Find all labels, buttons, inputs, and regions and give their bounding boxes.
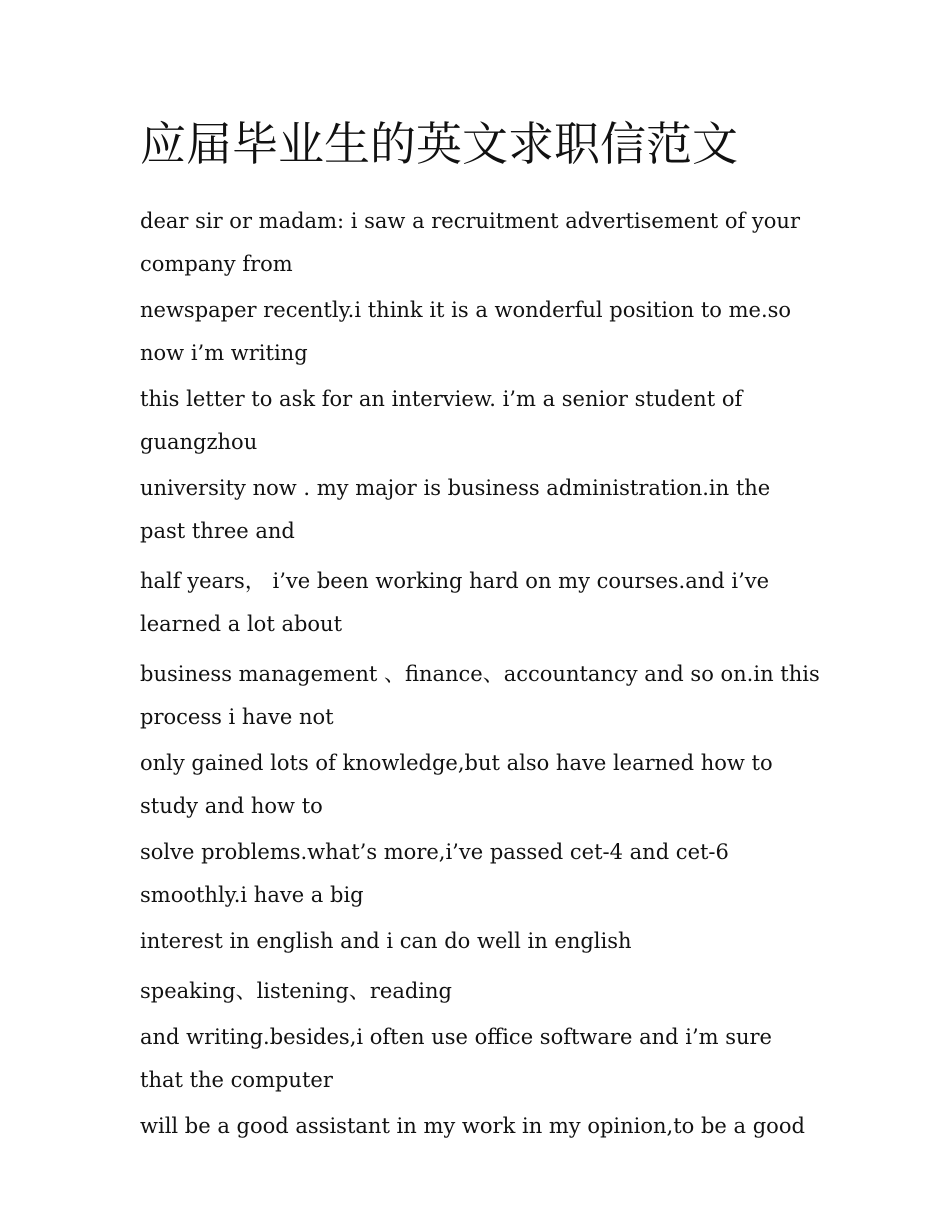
body-paragraph-7: only gained lots of knowledge,but also have learned how to study and how to bbox=[140, 751, 780, 818]
body-paragraph-5: half years， i’ve been working hard on my courses.and i’ve learned a lot about bbox=[140, 569, 776, 636]
body-paragraph-8: solve problems.what’s more,i’ve passed cet-4 and cet-6 smoothly.i have a big bbox=[140, 840, 736, 907]
document-page bbox=[140, 112, 827, 1151]
body-paragraph-3: this letter to ask for an interview. i’m a senior student of guangzhou bbox=[140, 387, 749, 454]
body-paragraph-10: speaking、listening、reading bbox=[140, 979, 452, 1003]
body-paragraph-6: business management 、finance、accountancy and so on.in this process i have not bbox=[140, 662, 827, 729]
body-paragraph-9: interest in english and i can do well in english bbox=[140, 929, 632, 953]
document-title: 应届毕业生的英文求职信范文 bbox=[140, 117, 738, 171]
body-paragraph-11: and writing.besides,i often use office software and i’m sure that the computer bbox=[140, 1025, 779, 1092]
body-paragraph-4: university now . my major is business administration.in the past three and bbox=[140, 476, 777, 543]
body-paragraph-1: dear sir or madam: i saw a recruitment advertisement of your company from bbox=[140, 209, 807, 276]
body-paragraph-2: newspaper recently.i think it is a wonderful position to me.so now i’m writing bbox=[140, 298, 798, 365]
body-paragraph-12: will be a good assistant in my work in my opinion,to be a good bbox=[140, 1114, 805, 1138]
